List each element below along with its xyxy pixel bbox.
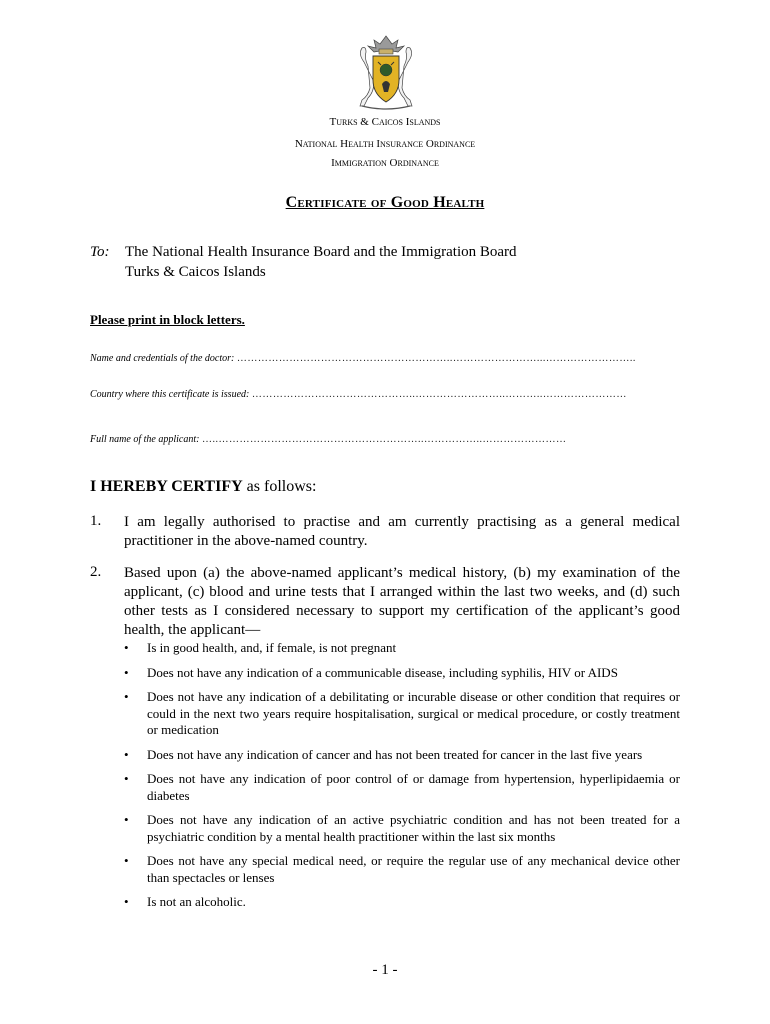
country-issued-label: Country where this certificate is issued: [90,389,250,400]
doctor-name-dotted-line[interactable]: ……………………………………………………..……………………...…………………….. [236,353,636,364]
doctor-name-label: Name and credentials of the doctor: [90,353,235,364]
health-conditions-list [124,640,680,919]
addressee-label: To: [90,244,110,260]
page-title: Certificate of Good Health [285,194,485,211]
addressee-line-2: Turks & Caicos Islands [125,264,266,280]
bullet-icon: • [124,689,129,704]
doctor-name-field[interactable] [90,353,636,364]
certify-heading: I HEREBY CERTIFY as follows: [90,478,317,495]
list-item: • Is in good health, and, if female, is not pregnant [124,640,397,655]
list-item: • Does not have any indication of cancer and has not been treated for cancer in the last five years [124,746,643,762]
applicant-name-field[interactable] [90,434,566,445]
applicant-name-label: Full name of the applicant: [90,434,200,445]
list-item: • Does not have any indication of a debilitating or incurable disease or other condition that requires or could in the next two years require hospitalisation, surgical or medical procedure, or costly treatment or medication [124,689,680,737]
bullet-icon: • [124,664,129,680]
coat-of-arms-emblem [350,32,422,114]
list-item: • Does not have any indication of poor control of or damage from hypertension, hyperlipidaemia or diabetes [124,771,680,803]
country-issued-field[interactable] [90,389,627,400]
item-1-text: I am legally authorised to practise and am currently practising as a general medical practitioner in the above-named country. [124,514,680,549]
bullet-icon: • [124,894,129,909]
bullet-icon: • [124,771,129,786]
applicant-name-dotted-line[interactable]: …..…………………………………………………..……………..…………………… [201,434,567,445]
list-item: • Does not have any special medical need, or require the regular use of any mechanical device other than spectacles or lenses [124,853,680,885]
country-issued-dotted-line[interactable]: ………………………………………..……………………..………..…………………… [251,389,627,400]
bullet-icon: • [124,746,129,762]
header-ordinance-2: Immigration Ordinance [331,157,439,169]
list-item: • Is not an alcoholic. [124,894,246,909]
item-2-number: 2. [90,564,102,580]
bullet-icon: • [124,640,129,655]
list-item: • Does not have any indication of a communicable disease, including syphilis, HIV or AIDS [124,664,618,680]
bullet-icon: • [124,812,129,827]
header-ordinance-1: National Health Insurance Ordinance [294,138,476,150]
item-2-text: Based upon (a) the above-named applicant’s medical history, (b) my examination of the applicant, (c) blood and urine tests that I arranged within the last two weeks, and (d) such other tests as I considered necessary to support my certification of the applicant’s good health, the applicant— [124,565,680,638]
header-country: Turks & Caicos Islands [329,116,441,128]
item-1-number: 1. [90,513,102,529]
page-number: - 1 - [372,962,398,978]
block-letters-instruction: Please print in block letters. [90,312,245,327]
bullet-icon: • [124,853,129,868]
list-item: • Does not have any indication of an active psychiatric condition and has not been treated for a psychiatric condition by a mental health practitioner within the last six months [124,812,680,844]
addressee-line-1: The National Health Insurance Board and the Immigration Board [125,244,517,260]
